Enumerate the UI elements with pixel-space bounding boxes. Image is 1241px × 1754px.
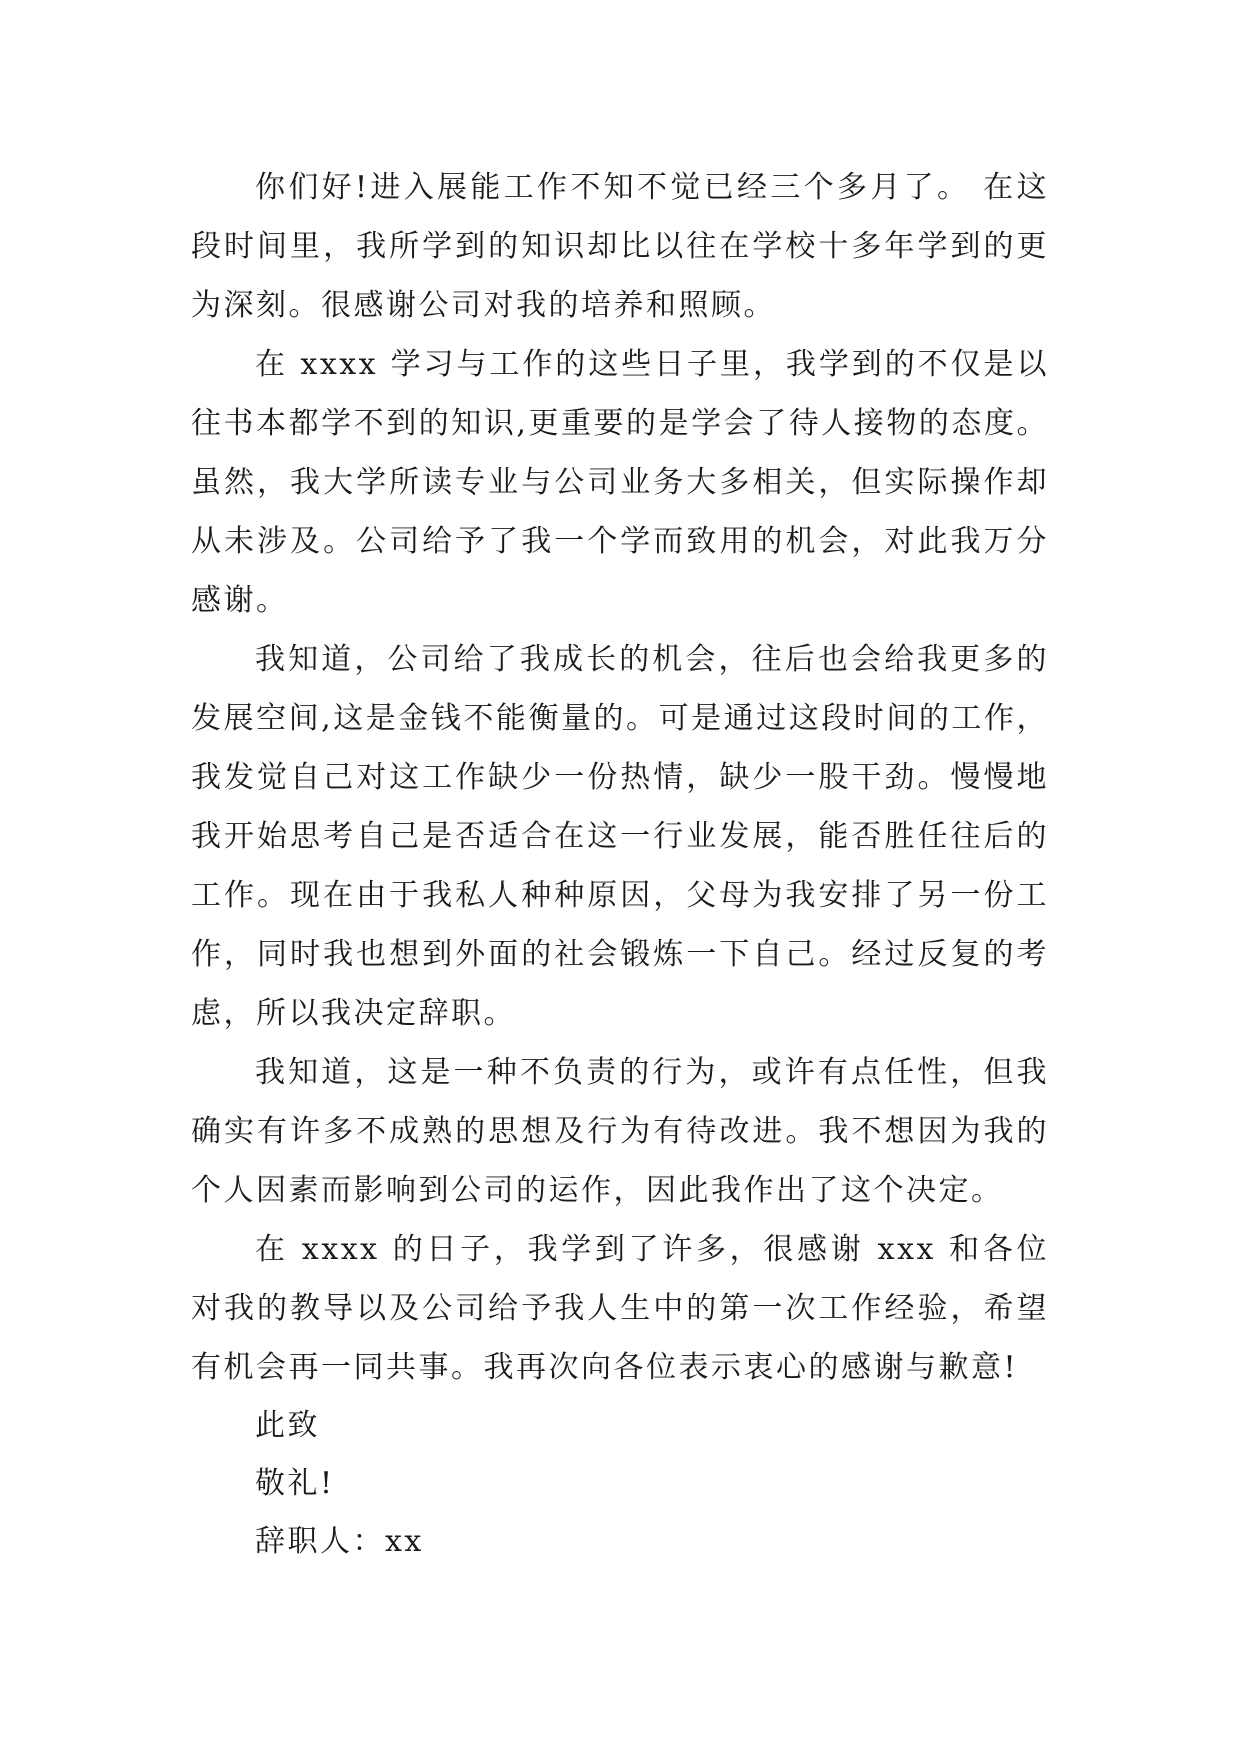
paragraph-thanks: 在 xxxx 的日子，我学到了许多，很感谢 xxx 和各位对我的教导以及公司给予我人生中的第一次工作经验，希望有机会再一同共事。我再次向各位表示衷心的感谢与歉意! (191, 1232, 1049, 1385)
closing-jingli: 敬礼! (255, 1466, 335, 1501)
paragraph-learning: 在 xxxx 学习与工作的这些日子里，我学到的不仅是以往书本都学不到的知识,更重要的是学会了待人接物的态度。虽然，我大学所读专业与公司业务大多相关，但实际操作却从未涉及。公司给予了我一个学而致用的机会，对此我万分感谢。 (191, 347, 1049, 618)
paragraph-apology: 我知道，这是一种不负责的行为，或许有点任性，但我确实有许多不成熟的思想及行为有待改进。我不想因为我的个人因素而影响到公司的运作，因此我作出了这个决定。 (191, 1055, 1049, 1208)
paragraph-greeting: 你们好!进入展能工作不知不觉已经三个多月了。 在这段时间里，我所学到的知识却比以往在学校十多年学到的更为深刻。很感谢公司对我的培养和照顾。 (191, 170, 1049, 323)
signature-line: 辞职人：xx (255, 1524, 424, 1559)
letter-body (191, 158, 1049, 1571)
closing-cizhi: 此致 (255, 1408, 320, 1443)
paragraph-reason: 我知道，公司给了我成长的机会，往后也会给我更多的发展空间,这是金钱不能衡量的。可是通过这段时间的工作，我发觉自己对这工作缺少一份热情，缺少一股干劲。慢慢地我开始思考自己是否适合在这一行业发展，能否胜任往后的工作。现在由于我私人种种原因，父母为我安排了另一份工作，同时我也想到外面的社会锻炼一下自己。经过反复的考虑，所以我决定辞职。 (191, 642, 1049, 1031)
